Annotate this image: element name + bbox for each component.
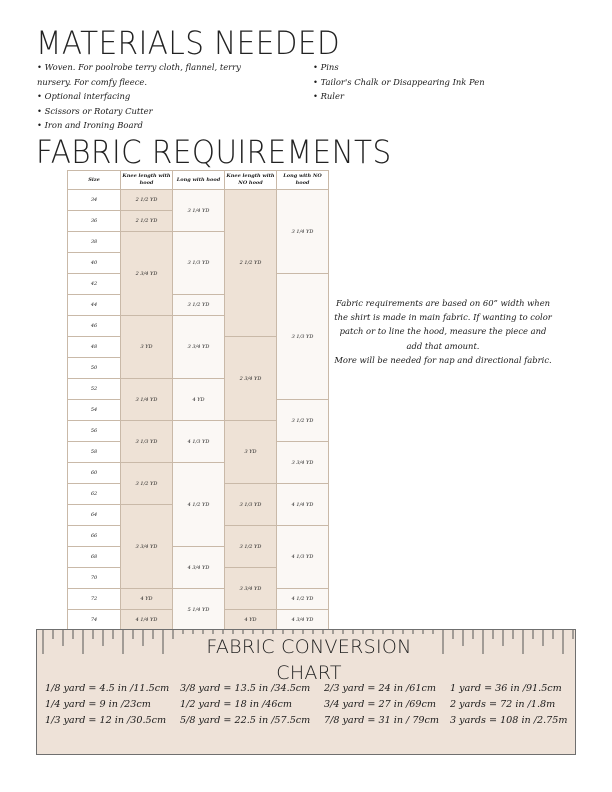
conversion-entry: 1 yard = 36 in /91.5cm (450, 683, 562, 694)
yardage-cell: 4 1/4 YD (277, 484, 329, 526)
material-item: • Ruler (313, 89, 513, 104)
materials-list-right (313, 60, 513, 104)
table-header-cell: Knee length with NO hood (225, 171, 277, 190)
material-item: • Pins (313, 60, 513, 75)
table-header-cell: Knee length with hood (121, 171, 173, 190)
yardage-cell: 4 1/2 YD (277, 589, 329, 610)
yardage-cell: 3 1/3 YD (121, 421, 173, 463)
yardage-cell: 2 1/2 YD (121, 190, 173, 211)
conversion-entry: 7/8 yard = 31 in / 79cm (324, 715, 440, 726)
yardage-cell: 4 1/3 YD (173, 421, 225, 463)
material-item: • Woven. For poolrobe terry cloth, flannel, terry nursery. For comfy fleece. (37, 60, 277, 89)
yardage-cell: 3 3/4 YD (277, 442, 329, 484)
material-item: • Iron and Ironing Board (37, 118, 277, 133)
size-cell: 56 (68, 421, 121, 442)
yardage-cell: 3 1/4 YD (277, 190, 329, 274)
conversion-entry: 5/8 yard = 22.5 in /57.5cm (180, 715, 311, 726)
yardage-cell: 3 YD (121, 316, 173, 379)
size-cell: 46 (68, 316, 121, 337)
size-cell: 70 (68, 568, 121, 589)
fabric-requirements-title: FABRIC REQUIREMENTS (36, 133, 392, 171)
conversion-entry: 3/8 yard = 13.5 in /34.5cm (180, 683, 311, 694)
yardage-cell: 3 3/4 YD (225, 568, 277, 610)
yardage-cell: 4 YD (225, 610, 277, 631)
yardage-cell: 3 1/4 YD (121, 379, 173, 421)
size-cell: 42 (68, 274, 121, 295)
yardage-cell: 3 1/4 YD (173, 190, 225, 232)
note-paragraph: Fabric requirements are based on 60” width when the shirt is made in main fabric. If wanting to color patch or to line the hood, measure the piece and add that amount. (334, 298, 552, 351)
yardage-cell: 3 1/2 YD (173, 295, 225, 316)
conversion-entry: 1/3 yard = 12 in /30.5cm (45, 715, 167, 726)
yardage-cell: 3 1/3 YD (225, 484, 277, 526)
size-cell: 40 (68, 253, 121, 274)
conversion-entry: 2 yards = 72 in /1.8m (450, 699, 556, 710)
size-cell: 60 (68, 463, 121, 484)
size-cell: 48 (68, 337, 121, 358)
fabric-note (332, 296, 554, 367)
yardage-cell: 3 1/2 YD (277, 400, 329, 442)
yardage-cell: 4 3/4 YD (277, 610, 329, 631)
materials-title: MATERIALS NEEDED (36, 24, 341, 62)
yardage-cell: 2 1/2 YD (225, 190, 277, 337)
yardage-cell: 4 1/2 YD (173, 463, 225, 547)
size-cell: 52 (68, 379, 121, 400)
yardage-cell: 4 YD (121, 589, 173, 610)
conversion-entry: 3/4 yard = 27 in /69cm (324, 699, 436, 710)
table-header-cell: Size (68, 171, 121, 190)
yardage-cell: 2 3/4 YD (225, 337, 277, 421)
table-row (68, 190, 329, 211)
yardage-cell: 2 1/2 YD (121, 211, 173, 232)
material-item: • Tailor's Chalk or Disappearing Ink Pen (313, 75, 513, 90)
yardage-cell: 4 1/3 YD (277, 526, 329, 589)
yardage-cell: 3 1/2 YD (225, 526, 277, 568)
size-cell: 44 (68, 295, 121, 316)
conversion-entry: 1/4 yard = 9 in /23cm (45, 699, 151, 710)
size-cell: 36 (68, 211, 121, 232)
table-header-row (68, 171, 329, 190)
size-cell: 50 (68, 358, 121, 379)
size-cell: 74 (68, 610, 121, 631)
material-item: • Scissors or Rotary Cutter (37, 104, 277, 119)
size-cell: 66 (68, 526, 121, 547)
size-cell: 64 (68, 505, 121, 526)
conversion-title: FABRIC CONVERSION CHART (180, 634, 438, 660)
yardage-cell: 3 3/4 YD (173, 316, 225, 379)
fabric-conversion-chart (36, 629, 576, 755)
conversion-entry: 2/3 yard = 24 in /61cm (324, 683, 436, 694)
note-paragraph: More will be needed for nap and directional fabric. (334, 354, 552, 365)
fabric-requirements-table (67, 170, 329, 631)
conversion-entry: 1/8 yard = 4.5 in /11.5cm (45, 683, 170, 694)
materials-list-left (37, 60, 277, 133)
conversion-entry: 3 yards = 108 in /2.75m (450, 715, 568, 726)
yardage-cell: 4 1/4 YD (121, 610, 173, 631)
yardage-cell: 4 YD (173, 379, 225, 421)
size-cell: 62 (68, 484, 121, 505)
size-cell: 54 (68, 400, 121, 421)
size-cell: 34 (68, 190, 121, 211)
yardage-cell: 3 1/3 YD (277, 274, 329, 400)
material-item: • Optional interfacing (37, 89, 277, 104)
yardage-cell: 3 YD (225, 421, 277, 484)
yardage-cell: 5 1/4 YD (173, 589, 225, 631)
table-header-cell: Long with hood (173, 171, 225, 190)
table-header-cell: Long with NO hood (277, 171, 329, 190)
size-cell: 68 (68, 547, 121, 568)
size-cell: 58 (68, 442, 121, 463)
yardage-cell: 3 1/2 YD (121, 463, 173, 505)
conversion-entry: 1/2 yard = 18 in /46cm (180, 699, 292, 710)
size-cell: 72 (68, 589, 121, 610)
yardage-cell: 4 3/4 YD (173, 547, 225, 589)
yardage-cell: 3 3/4 YD (121, 505, 173, 589)
size-cell: 38 (68, 232, 121, 253)
table-row (68, 589, 329, 610)
yardage-cell: 3 1/3 YD (173, 232, 225, 295)
yardage-cell: 2 3/4 YD (121, 232, 173, 316)
